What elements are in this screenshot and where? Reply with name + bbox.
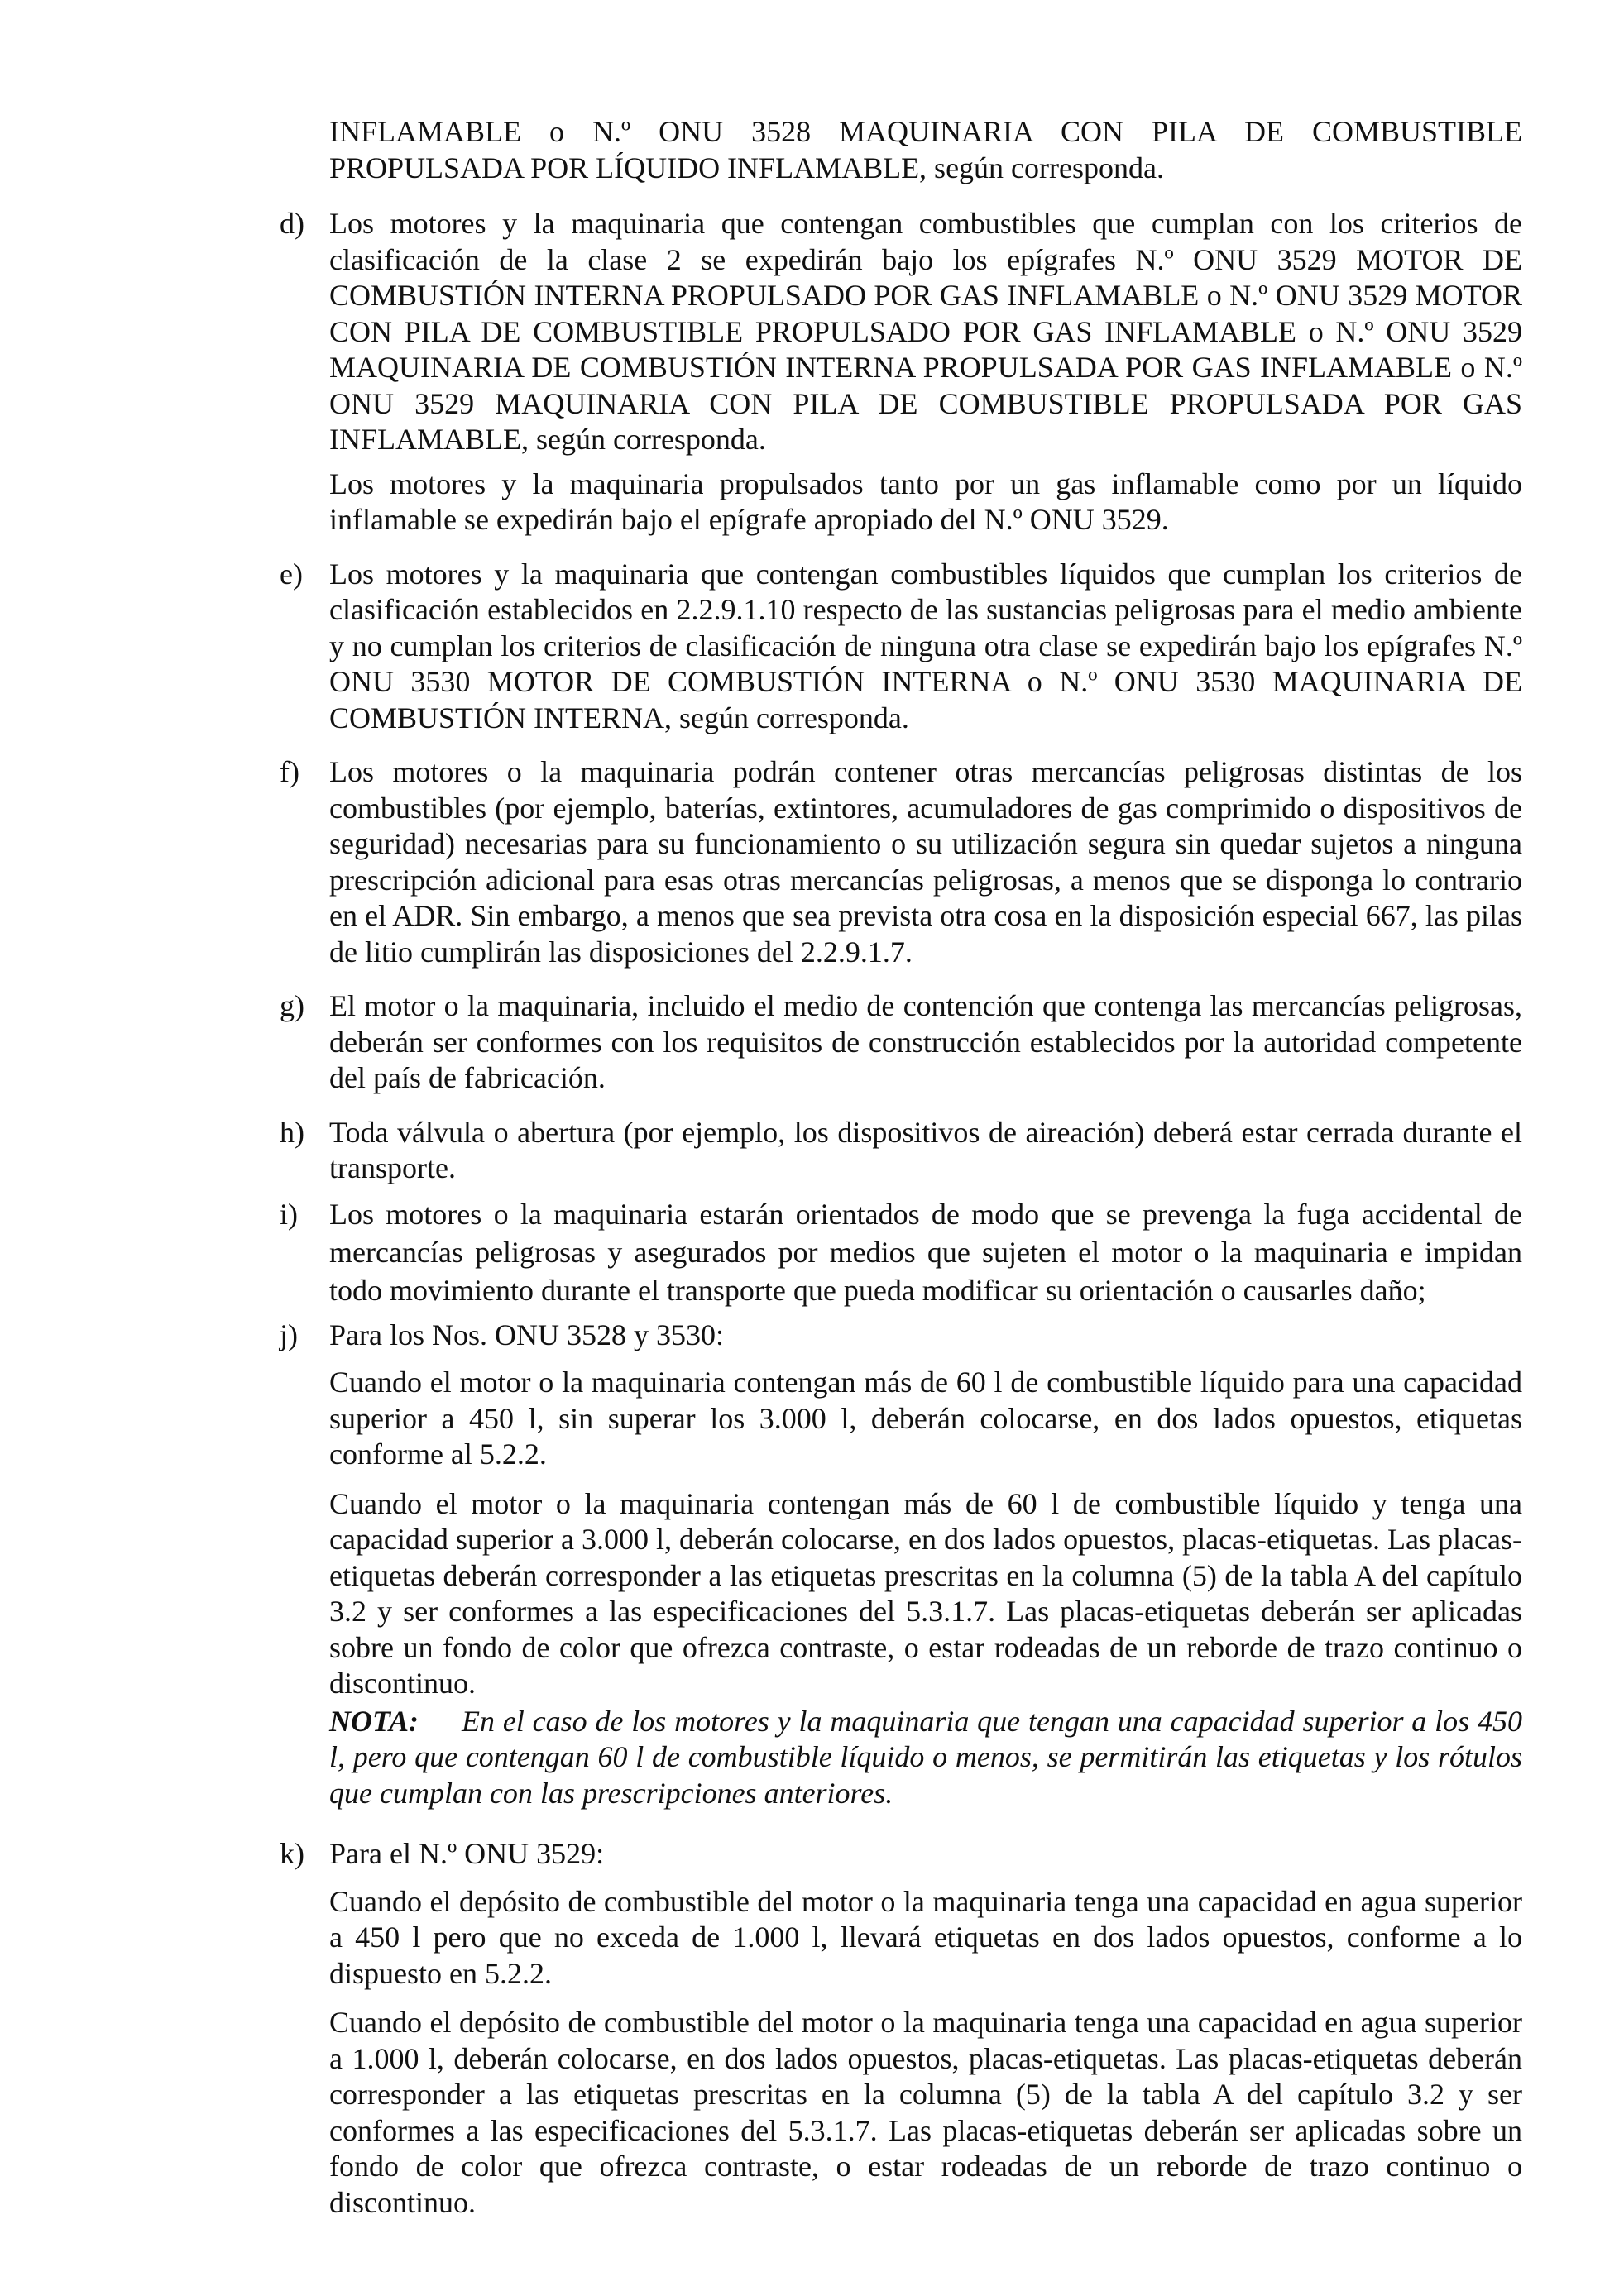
document-body	[248, 114, 1522, 2234]
list-item-d	[248, 206, 1522, 458]
item-d-paragraph-2: Los motores y la maquinaria propulsados tanto por un gas inflamable como por un líquido inflamable se expedirán bajo el epígrafe apropiado del N.º ONU 3529.	[329, 466, 1522, 536]
item-j-paragraph-1: Cuando el motor o la maquinaria contengan más de 60 l de combustible líquido para una capacidad superior a 450 l, sin superar los 3.000 l, deberán colocarse, en dos lados opuestos, etiquetas conforme al 5.2.2.	[329, 1366, 1522, 1471]
item-text-d: Los motores y la maquinaria que contengan combustibles que cumplan con los criterios de clasificación de la clase 2 se expedirán bajo los epígrafes N.º ONU 3529 MOTOR DE COMBUSTIÓN INTERNA PROPULSADO POR GAS INFLAMABLE o N.º ONU 3529 MOTOR CON PILA DE COMBUSTIBLE PROPULSADO POR GAS INFLAMABLE o N.º ONU 3529 MAQUINARIA DE COMBUSTIÓN INTERNA PROPULSADA POR GAS INFLAMABLE o N.º ONU 3529 MAQUINARIA CON PILA DE COMBUSTIBLE PROPULSADA POR GAS INFLAMABLE, según corresponda.	[329, 207, 1522, 456]
continuation-paragraph: INFLAMABLE o N.º ONU 3528 MAQUINARIA CON PILA DE COMBUSTIBLE PROPULSADA POR LÍQUIDO INFLAMABLE, según corresponda.	[329, 115, 1522, 184]
item-label-i: i)	[280, 1197, 298, 1231]
item-label-f: f)	[280, 755, 299, 788]
item-text-k: Para el N.º ONU 3529:	[329, 1837, 605, 1870]
item-j-paragraph-2: Cuando el motor o la maquinaria contengan más de 60 l de combustible líquido y tenga una capacidad superior a 3.000 l, deberán colocarse, en dos lados opuestos, placas-etiquetas. Las placas-etiquetas deberán corresponder a las etiquetas prescritas en la columna (5) de la tabla A del capítulo 3.2 y ser conformes a las especificaciones del 5.3.1.7. Las placas-etiquetas deberán ser aplicadas sobre un fondo de color que ofrezca contraste, o estar rodeadas de un reborde de trazo continuo o discontinuo.	[329, 1486, 1522, 1700]
note-text: En el caso de los motores y la maquinaria que tengan una capacidad superior a los 450 l, pero que contengan 60 l de combustible líquido o menos, se permitirán las etiquetas y los rótulos que cumplan con las prescripciones anteriores.	[329, 1704, 1522, 1810]
item-text-e: Los motores y la maquinaria que contengan combustibles líquidos que cumplan los criterios de clasificación establecidos en 2.2.9.1.10 respecto de las sustancias peligrosas para el medio ambiente y no cumplan los criterios de clasificación de ninguna otra clase se expedirán bajo los epígrafes N.º ONU 3530 MOTOR DE COMBUSTIÓN INTERNA o N.º ONU 3530 MAQUINARIA DE COMBUSTIÓN INTERNA, según corresponda.	[329, 557, 1522, 734]
item-text-f: Los motores o la maquinaria podrán contener otras mercancías peligrosas distintas de los combustibles (por ejemplo, baterías, extintores, acumuladores de gas comprimido o dispositivos de seguridad) necesarias para su funcionamiento o su utilización segura sin quedar sujetos a ninguna prescripción adicional para esas otras mercancías peligrosas, a menos que se disponga lo contrario en el ADR. Sin embargo, a menos que sea prevista otra cosa en la disposición especial 667, las pilas de litio cumplirán las disposiciones del 2.2.9.1.7.	[329, 755, 1522, 969]
item-label-h: h)	[280, 1115, 304, 1149]
list-item-j	[248, 1318, 1522, 1354]
list-item-f	[248, 754, 1522, 970]
item-k-paragraph-2: Cuando el depósito de combustible del motor o la maquinaria tenga una capacidad en agua superior a 1.000 l, deberán colocarse, en dos lados opuestos, placas-etiquetas. Las placas-etiquetas deberán corresponder a las etiquetas prescritas en la columna (5) de la tabla A del capítulo 3.2 y ser conformes a las especificaciones del 5.3.1.7. Las placas-etiquetas deberán ser aplicadas sobre un fondo de color que ofrezca contraste, o estar rodeadas de un reborde de trazo continuo o discontinuo.	[329, 2006, 1522, 2219]
list-item-k	[248, 1836, 1522, 1873]
item-text-h: Toda válvula o abertura (por ejemplo, los dispositivos de aireación) deberá estar cerrada durante el transporte.	[329, 1115, 1522, 1184]
item-text-g: El motor o la maquinaria, incluido el medio de contención que contenga las mercancías peligrosas, deberán ser conformes con los requisitos de construcción establecidos por la autoridad competente del país de fabricación.	[329, 989, 1522, 1094]
item-label-e: e)	[280, 557, 303, 591]
item-j-note	[248, 1704, 1522, 1812]
item-label-k: k)	[280, 1837, 304, 1870]
item-label-d: d)	[280, 207, 304, 240]
item-label-j: j)	[280, 1318, 298, 1351]
item-label-g: g)	[280, 989, 304, 1022]
list-item-e	[248, 557, 1522, 737]
item-text-i: Los motores o la maquinaria estarán orientados de modo que se prevenga la fuga accidental de mercancías peligrosas y asegurados por medios que sujeten el motor o la maquinaria e impidan todo movimiento durante el transporte que pueda modificar su orientación o causarles daño;	[329, 1197, 1522, 1307]
list-item-h	[248, 1115, 1522, 1187]
item-text-j: Para los Nos. ONU 3528 y 3530:	[329, 1318, 724, 1351]
list-item-i	[248, 1195, 1522, 1309]
note-label: NOTA:	[329, 1704, 419, 1738]
list-item-g	[248, 988, 1522, 1097]
item-k-paragraph-1: Cuando el depósito de combustible del motor o la maquinaria tenga una capacidad en agua superior a 450 l pero que no exceda de 1.000 l, llevará etiquetas en dos lados opuestos, conforme a lo dispuesto en 5.2.2.	[329, 1884, 1522, 1990]
